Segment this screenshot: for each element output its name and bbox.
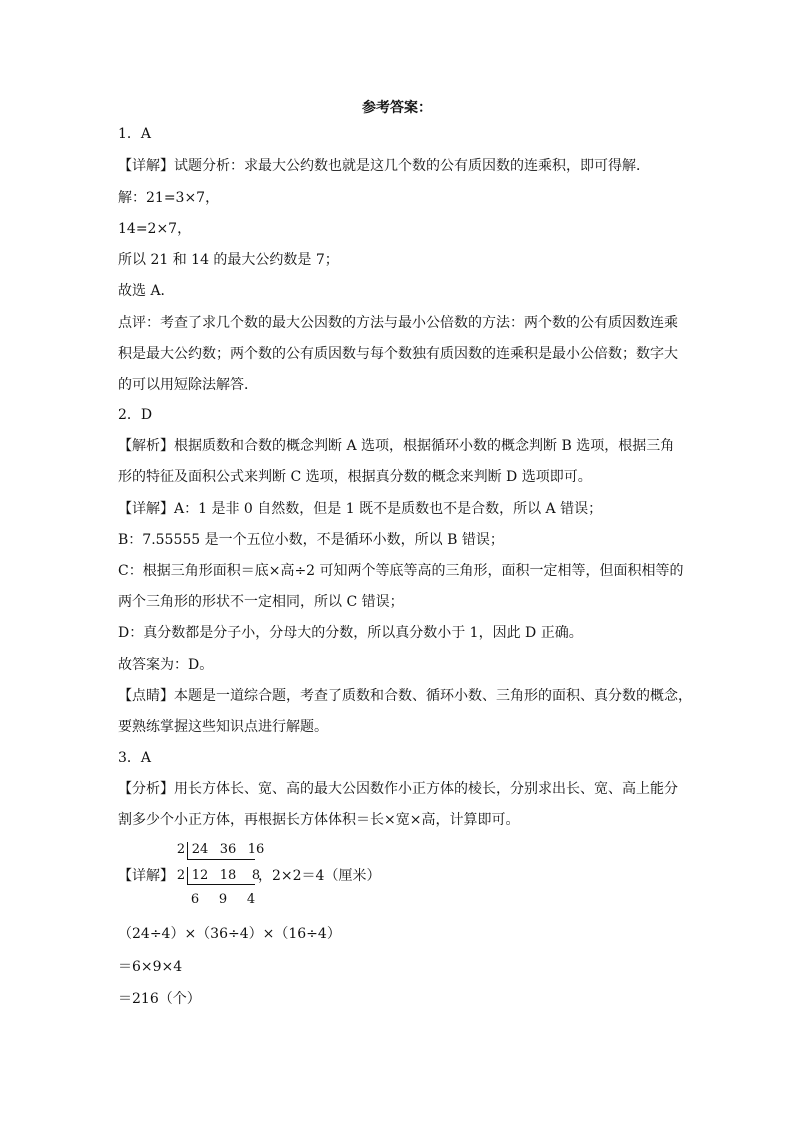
division-cell: 24 <box>191 842 209 857</box>
q2-detail-a: 【详解】A：1 是非 0 自然数，但是 1 既不是质数也不是合数，所以 A 错误； <box>118 501 603 517</box>
q1-line4: 故选 A． <box>118 283 175 299</box>
division-cell: 16 <box>247 842 265 857</box>
division-cell: 12 <box>191 868 209 883</box>
division-quotient: 4 <box>246 892 256 907</box>
q1-comment-line3: 的可以用短除法解答． <box>118 377 258 393</box>
q3-answer: 3．A <box>118 750 152 766</box>
q1-line3: 所以 21 和 14 的最大公约数是 7； <box>118 252 339 268</box>
division-quotient: 9 <box>218 892 228 907</box>
division-bracket-vertical <box>187 867 188 884</box>
q3-calc-line2: ＝6×9×4 <box>118 959 183 975</box>
q2-detail-c-line1: C：根据三角形面积＝底×高÷2 可知两个等底等高的三角形，面积一定相等，但面积相等的 <box>118 563 684 579</box>
q3-calc-line1: （24÷4）×（36÷4）×（16÷4） <box>118 926 341 942</box>
q2-tip-line1: 【点睛】本题是一道综合题，考查了质数和合数、循环小数、三角形的面积、真分数的概念， <box>118 688 692 704</box>
q1-line2: 14=2×7， <box>118 221 192 237</box>
q2-conclusion: 故答案为：D。 <box>118 657 214 673</box>
division-divisor: 2 <box>176 868 186 883</box>
q3-calc-line3: ＝216（个） <box>118 991 201 1007</box>
division-bar <box>187 859 255 860</box>
q2-analysis-line1: 【解析】根据质数和合数的概念判断 A 选项，根据循环小数的概念判断 B 选项，根据三角 <box>118 438 675 454</box>
short-division <box>118 840 518 910</box>
q2-answer: 2．D <box>118 407 153 423</box>
division-cell: 8 <box>251 868 261 883</box>
division-bar <box>187 884 255 885</box>
division-bracket-vertical <box>187 842 188 859</box>
q3-detail-label: 【详解】 <box>118 868 174 884</box>
q2-detail-c-line2: 两个三角形的形状不一定相同，所以 C 错误； <box>118 594 404 610</box>
q2-detail-b: B：7.55555 是一个五位小数，不是循环小数，所以 B 错误； <box>118 532 504 548</box>
division-quotient: 6 <box>190 892 200 907</box>
division-result-text: ，2×2＝4（厘米） <box>258 868 381 884</box>
q1-line1: 解：21=3×7， <box>118 190 220 206</box>
q2-detail-d: D：真分数都是分子小，分母大的分数，所以真分数小于 1，因此 D 正确。 <box>118 625 583 641</box>
q3-analysis-line2: 割多少个小正方体，再根据长方体体积＝长×宽×高，计算即可。 <box>118 812 520 828</box>
division-cell: 36 <box>219 842 237 857</box>
q1-comment-line2: 积是最大公约数；两个数的公有质因数与每个数独有质因数的连乘积是最小公倍数；数字大 <box>118 346 678 362</box>
q2-analysis-line2: 形的特征及面积公式来判断 C 选项，根据真分数的概念来判断 D 选项即可。 <box>118 469 592 485</box>
q3-analysis-line1: 【分析】用长方体长、宽、高的最大公因数作小正方体的棱长，分别求出长、宽、高上能分 <box>118 781 678 797</box>
q1-comment-line1: 点评：考查了求几个数的最大公因数的方法与最小公倍数的方法：两个数的公有质因数连乘 <box>118 315 678 331</box>
page-title: 参考答案： <box>362 100 432 116</box>
q2-tip-line2: 要熟练掌握这些知识点进行解题。 <box>118 719 328 735</box>
q1-answer: 1．A <box>118 126 152 142</box>
division-divisor: 2 <box>176 842 186 857</box>
q1-detail: 【详解】试题分析：求最大公约数也就是这几个数的公有质因数的连乘积，即可得解． <box>118 158 650 174</box>
division-cell: 18 <box>219 868 237 883</box>
